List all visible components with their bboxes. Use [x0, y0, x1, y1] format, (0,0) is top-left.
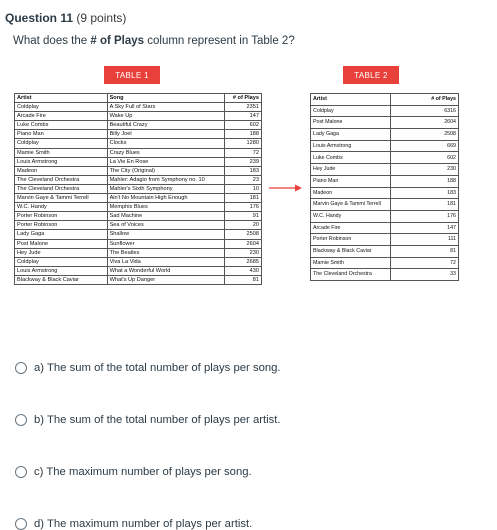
table-cell: 111 — [390, 234, 458, 246]
table-cell: Sea of Voices — [107, 221, 225, 230]
table-cell: 72 — [390, 257, 458, 269]
table-cell: Porter Robinson — [15, 212, 108, 221]
table-cell: Arcade Fire — [311, 222, 391, 234]
table-row — [15, 194, 262, 203]
table-cell: 176 — [225, 203, 262, 212]
table-row — [15, 103, 262, 112]
table-cell: Mamie Smith — [311, 257, 391, 269]
table-cell: 176 — [390, 210, 458, 222]
table1 — [14, 93, 262, 285]
table-row — [15, 139, 262, 148]
table-row — [15, 166, 262, 175]
table-cell: The Cleveland Orchestra — [15, 175, 108, 184]
table-cell: 20 — [225, 221, 262, 230]
option-c-text: c) The maximum number of plays per song. — [34, 466, 252, 478]
radio-button-icon[interactable] — [15, 414, 27, 426]
table1-header — [15, 94, 262, 103]
table-row — [15, 212, 262, 221]
table-cell: Marvin Gaye & Tammi Terrell — [15, 194, 108, 203]
table-cell: 81 — [225, 275, 262, 284]
table-cell: Memphis Blues — [107, 203, 225, 212]
table-cell: Coldplay — [15, 257, 108, 266]
table-cell: Beautiful Crazy — [107, 121, 225, 130]
table-row — [311, 129, 459, 141]
table-row — [15, 112, 262, 121]
table-row — [311, 222, 459, 234]
table-cell: W.C. Handy — [311, 210, 391, 222]
option-b-text: b) The sum of the total number of plays per artist. — [34, 414, 281, 426]
table-cell: Mahler's Sixth Symphony — [107, 184, 225, 193]
table-cell: The Beatles — [107, 248, 225, 257]
table-row — [15, 248, 262, 257]
table1-column-header: # of Plays — [225, 94, 262, 103]
table-cell: Porter Robinson — [15, 221, 108, 230]
table-cell: 239 — [225, 157, 262, 166]
table-cell: The City (Original) — [107, 166, 225, 175]
table-cell: The Cleveland Orchestra — [311, 269, 391, 281]
table-row — [311, 199, 459, 211]
table2-header-row — [311, 94, 459, 106]
table-cell: 230 — [225, 248, 262, 257]
radio-button-icon[interactable] — [15, 518, 27, 530]
table2-column-header: Artist — [311, 94, 391, 106]
table-cell: Mahler: Adagio from Symphony no. 10 — [107, 175, 225, 184]
table-cell: Hey Jude — [311, 164, 391, 176]
table-row — [311, 105, 459, 117]
table-row — [311, 140, 459, 152]
table-row — [15, 184, 262, 193]
table-row — [311, 210, 459, 222]
table-cell: 2508 — [390, 129, 458, 141]
table-cell: Post Malone — [311, 117, 391, 129]
table-cell: Mamie Smith — [15, 148, 108, 157]
table-row — [15, 266, 262, 275]
table-cell: 2685 — [225, 257, 262, 266]
table-row — [15, 157, 262, 166]
table-cell: 81 — [390, 245, 458, 257]
table-cell: 602 — [390, 152, 458, 164]
table-row — [311, 269, 459, 281]
table-cell: 2604 — [390, 117, 458, 129]
table-cell: Lady Gaga — [15, 230, 108, 239]
table-cell: Lady Gaga — [311, 129, 391, 141]
table-cell: 602 — [225, 121, 262, 130]
table-cell: Madeon — [311, 187, 391, 199]
table1-column-header: Song — [107, 94, 225, 103]
table-row — [15, 257, 262, 266]
table-cell: Blackway & Black Caviar — [311, 245, 391, 257]
table-cell: La Vie En Rose — [107, 157, 225, 166]
table-row — [15, 130, 262, 139]
question-header — [5, 11, 126, 25]
table-cell: W.C. Handy — [15, 203, 108, 212]
table-row — [311, 152, 459, 164]
table-cell: 181 — [390, 199, 458, 211]
table-row — [15, 148, 262, 157]
table-cell: Ain't No Mountain High Enough — [107, 194, 225, 203]
table-cell: 1280 — [225, 139, 262, 148]
table-cell: 2351 — [225, 103, 262, 112]
table-cell: Post Malone — [15, 239, 108, 248]
table-cell: Piano Man — [311, 175, 391, 187]
table-cell: 230 — [390, 164, 458, 176]
table-cell: 91 — [225, 212, 262, 221]
table-row — [311, 175, 459, 187]
table2-column-header: # of Plays — [390, 94, 458, 106]
table-row — [15, 275, 262, 284]
table-cell: Marvin Gaye & Tammi Terrell — [311, 199, 391, 211]
table-cell: Madeon — [15, 166, 108, 175]
question-title: Question 11 — [5, 11, 74, 25]
table-cell: Sad Machine — [107, 212, 225, 221]
table-cell: Hey Jude — [15, 248, 108, 257]
table2 — [310, 93, 459, 281]
table1-label: TABLE 1 — [104, 66, 160, 84]
table-cell: Shallow — [107, 230, 225, 239]
table-cell: 2604 — [225, 239, 262, 248]
table-cell: 10 — [225, 184, 262, 193]
table-row — [15, 175, 262, 184]
table-row — [311, 117, 459, 129]
table-cell: 188 — [390, 175, 458, 187]
table-row — [15, 221, 262, 230]
option-a-text: a) The sum of the total number of plays per song. — [34, 362, 281, 374]
table-row — [311, 234, 459, 246]
table-cell: 188 — [225, 130, 262, 139]
right-arrow-icon — [269, 184, 302, 192]
table-row — [311, 164, 459, 176]
table-row — [15, 230, 262, 239]
table-cell: 147 — [390, 222, 458, 234]
table-cell: Viva La Vida — [107, 257, 225, 266]
prompt-text-bold: # of Plays — [90, 35, 145, 47]
table-cell: 183 — [390, 187, 458, 199]
option-d-text: d) The maximum number of plays per artist. — [34, 518, 253, 530]
table2-label: TABLE 2 — [343, 66, 399, 84]
table2-body — [311, 105, 459, 280]
table-cell: Luke Combs — [15, 121, 108, 130]
table-cell: Coldplay — [311, 105, 391, 117]
table-row — [15, 239, 262, 248]
table-cell: What a Wonderful World — [107, 266, 225, 275]
table-cell: Billy Joel — [107, 130, 225, 139]
table-cell: 669 — [390, 140, 458, 152]
table-cell: 430 — [225, 266, 262, 275]
option-c[interactable] — [15, 466, 395, 478]
table-cell: 183 — [225, 166, 262, 175]
table-row — [311, 245, 459, 257]
table-cell: Louis Armstrong — [15, 266, 108, 275]
option-d[interactable] — [15, 518, 395, 530]
table-row — [311, 187, 459, 199]
table-cell: 72 — [225, 148, 262, 157]
table-cell: The Cleveland Orchestra — [15, 184, 108, 193]
question-prompt — [13, 35, 295, 47]
option-a[interactable] — [15, 362, 395, 374]
prompt-text-after: column represent in Table 2? — [144, 35, 295, 47]
table2-header — [311, 94, 459, 106]
table1-header-row — [15, 94, 262, 103]
prompt-text-before: What does the — [13, 35, 91, 47]
table-cell: Sunflower — [107, 239, 225, 248]
table-cell: Louis Armstrong — [311, 140, 391, 152]
table1-body — [15, 103, 262, 285]
table-cell: Luke Combs — [311, 152, 391, 164]
table-cell: Clocks — [107, 139, 225, 148]
radio-button-icon[interactable] — [15, 466, 27, 478]
table-cell: 33 — [390, 269, 458, 281]
question-points: (9 points) — [76, 11, 127, 25]
table-cell: Crazy Blues — [107, 148, 225, 157]
table-cell: 6316 — [390, 105, 458, 117]
table-cell: Louis Armstrong — [15, 157, 108, 166]
table1-column-header: Artist — [15, 94, 108, 103]
table-cell: Coldplay — [15, 103, 108, 112]
table-cell: Wake Up — [107, 112, 225, 121]
table-cell: Blackway & Black Caviar — [15, 275, 108, 284]
table-cell: 181 — [225, 194, 262, 203]
table-cell: Porter Robinson — [311, 234, 391, 246]
table-row — [15, 203, 262, 212]
table-cell: Piano Man — [15, 130, 108, 139]
table-cell: What's Up Danger — [107, 275, 225, 284]
table-cell: 147 — [225, 112, 262, 121]
table-cell: Arcade Fire — [15, 112, 108, 121]
table-cell: 23 — [225, 175, 262, 184]
table-cell: A Sky Full of Stars — [107, 103, 225, 112]
radio-button-icon[interactable] — [15, 362, 27, 374]
table-row — [311, 257, 459, 269]
option-b[interactable] — [15, 414, 395, 426]
table-cell: Coldplay — [15, 139, 108, 148]
table-row — [15, 121, 262, 130]
table-cell: 2508 — [225, 230, 262, 239]
